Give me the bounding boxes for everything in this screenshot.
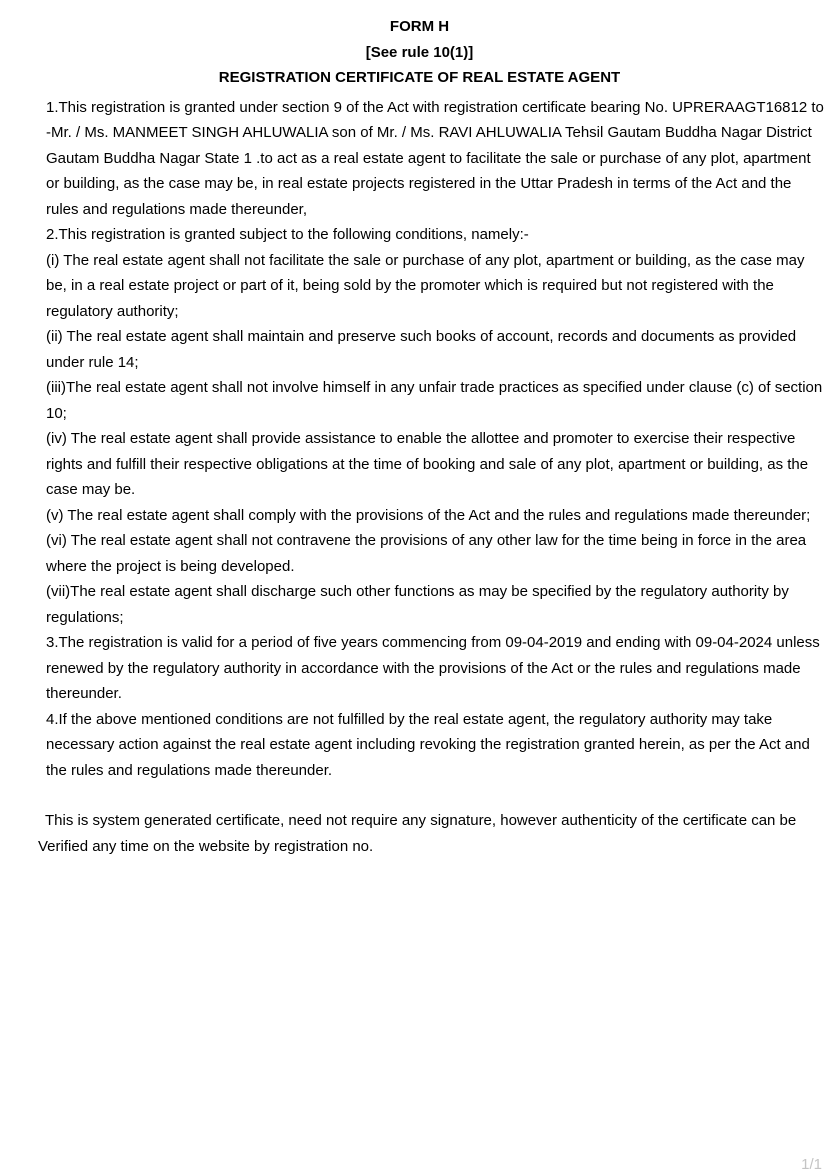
- certificate-body: [46, 95, 828, 784]
- clause-2: 2.This registration is granted subject to the following conditions, namely:-: [46, 226, 529, 243]
- page-indicator: 1/1: [801, 1156, 822, 1173]
- condition-v: (v) The real estate agent shall comply with the provisions of the Act and the rules and regulations made thereunder;: [46, 506, 811, 524]
- certificate-heading: [0, 0, 839, 91]
- condition-iv: (iv) The real estate agent shall provide assistance to enable the allottee and promoter to exercise their respective rights and fulfill their respective obligations at the time of booking and sale of any plot, apartment or building, as the case may be.: [46, 430, 809, 498]
- clause-3: 3.The registration is valid for a period of five years commencing from 09-04-2019 and ending with 09-04-2024 unless renewed by the regulatory authority in accordance with the provisions of the Act or the rules and regulations made thereunder.: [46, 634, 820, 702]
- clause-1: 1.This registration is granted under section 9 of the Act with registration certificate bearing No. UPRERAAGT16812 to -Mr. / Ms. MANMEET SINGH AHLUWALIA son of Mr. / Ms. RAVI AHLUWALIA Tehsil Gautam Buddha Nagar District Gautam Buddha Nagar State 1 .to act as a real estate agent to facilitate the sale or purchase of any plot, apartment or building, as the case may be, in real estate projects registered in the Uttar Pradesh in terms of the Act and the rules and regulations made thereunder,: [46, 98, 824, 218]
- certificate-title: REGISTRATION CERTIFICATE OF REAL ESTATE AGENT: [218, 69, 621, 86]
- condition-i: (i) The real estate agent shall not facilitate the sale or purchase of any plot, apartment or building, as the case may be, in a real estate project or part of it, being sold by the promoter which is required but not registered with the regulatory authority;: [46, 251, 805, 320]
- condition-vi: (vi) The real estate agent shall not contravene the provisions of any other law for the time being in force in the area where the project is being developed.: [46, 532, 807, 575]
- condition-vii: (vii)The real estate agent shall discharge such other functions as may be specified by the regulatory authority by regulations;: [46, 583, 789, 626]
- form-title: FORM H: [389, 18, 450, 35]
- condition-ii: (ii) The real estate agent shall maintain and preserve such books of account, records and documents as provided under rule 14;: [46, 328, 797, 371]
- condition-iii: (iii)The real estate agent shall not involve himself in any unfair trade practices as specified under clause (c) of section 10;: [46, 379, 823, 422]
- rule-reference: [See rule 10(1)]: [365, 43, 474, 61]
- clause-4: 4.If the above mentioned conditions are not fulfilled by the real estate agent, the regulatory authority may take necessary action against the real estate agent including revoking the registration granted herein, as per the Act and the rules and regulations made thereunder.: [46, 710, 810, 779]
- system-generated-note: This is system generated certificate, need not require any signature, however authenticity of the certificate can be Verified any time on the website by registration no.: [38, 812, 797, 855]
